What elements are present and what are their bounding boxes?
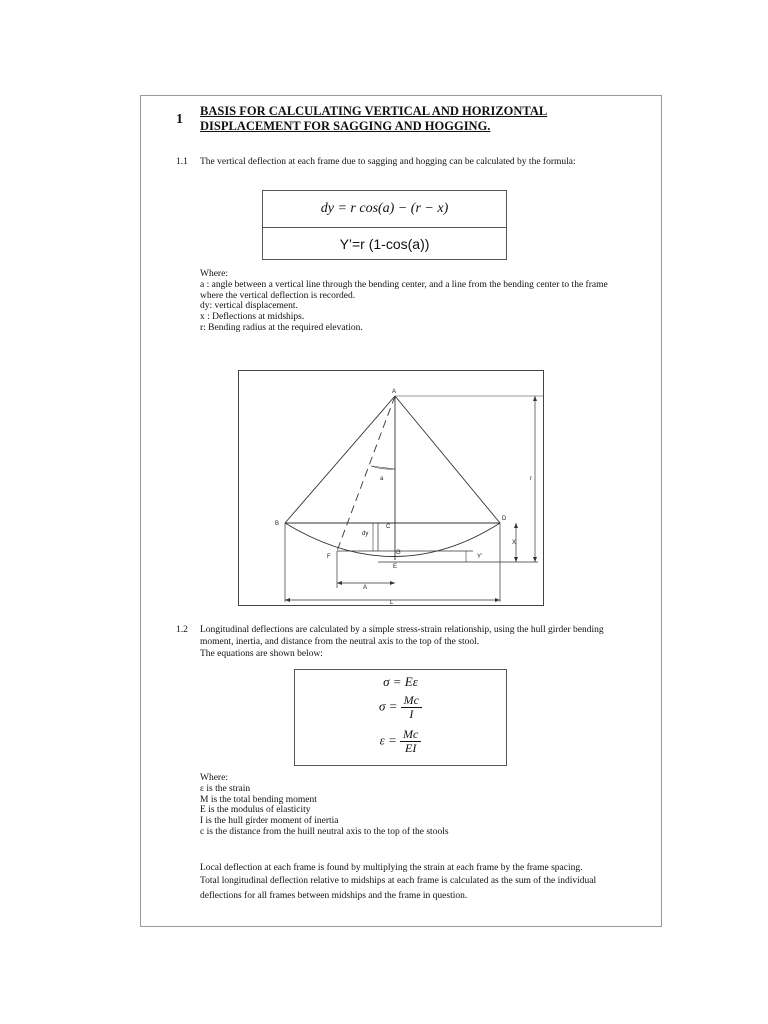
equation-strain <box>295 728 506 755</box>
bending-diagram <box>238 370 544 606</box>
closing-line: deflections for all frames between midships and the frame in question. <box>200 891 468 901</box>
where-line: where the vertical deflection is recorded. <box>200 290 356 301</box>
formula-y-prime: Y’=r (1-cos(a)) <box>339 235 430 252</box>
label-g: G <box>396 550 401 556</box>
subsection-line-1-2: moment, inertia, and distance from the neutral axis to the top of the stool. <box>200 637 480 647</box>
eq2-lhs: σ = <box>378 698 398 714</box>
formula-box-vertical <box>262 190 507 260</box>
where-line: c is the distance from the huill neutral axis to the top of the stools <box>200 826 449 837</box>
label-angle-a: a <box>380 476 384 482</box>
eq3-fraction <box>400 728 421 755</box>
label-y-prime: Y' <box>477 554 483 560</box>
eq3-lhs: ε = <box>379 732 397 748</box>
label-d: D <box>502 516 507 522</box>
label-a-bottom: A <box>363 585 368 591</box>
where-line: ε is the strain <box>200 783 251 794</box>
eq2-numerator: Mc <box>401 694 422 708</box>
label-c: C <box>386 524 391 530</box>
subsection-number-1-1: 1.1 <box>176 157 188 167</box>
where-line: M is the total bending moment <box>200 794 317 805</box>
bending-diagram-svg <box>238 370 544 606</box>
closing-line: Local deflection at each frame is found by multiplying the strain at each frame by the frame spacing. <box>200 863 583 873</box>
label-a-top: A <box>392 389 397 395</box>
equation-stress-bending <box>295 694 506 721</box>
where-line: I is the hull girder moment of inertia <box>200 816 339 827</box>
where-label: Where: <box>200 269 228 279</box>
subsection-number-1-2: 1.2 <box>176 625 188 635</box>
equation-stress: σ = Eε <box>383 674 418 689</box>
closing-line: Total longitudinal deflection relative to midships at each frame is calculated as the sum of the individual <box>200 876 597 886</box>
section-title: BASIS FOR CALCULATING VERTICAL AND HORIZONTAL DISPLACEMENT FOR SAGGING AND HOGGING. <box>200 104 548 133</box>
formula-dy: dy = r cos(a) − (r − x) <box>263 191 506 228</box>
label-r: r <box>530 476 532 482</box>
where-label: Where: <box>200 773 228 783</box>
where-line: x : Deflections at midships. <box>200 312 305 323</box>
label-b: B <box>275 521 280 527</box>
subsection-intro-1-1: The vertical deflection at each frame due to sagging and hogging can be calculated by the formula: <box>200 157 576 167</box>
eq2-fraction <box>401 694 422 721</box>
label-dy: dy <box>362 531 369 537</box>
where-line: a : angle between a vertical line through the bending center, and a line from the bending center to the frame <box>200 279 608 290</box>
where-line: dy: vertical displacement. <box>200 301 298 312</box>
formula-box-stress-strain <box>294 669 507 766</box>
label-x: X <box>512 540 517 546</box>
where-block-1-2 <box>200 773 449 838</box>
label-e: E <box>393 564 398 570</box>
where-line: E is the modulus of elasticity <box>200 805 311 816</box>
where-line: r: Bending radius at the required elevation. <box>200 322 363 333</box>
subsection-line-1-2: Longitudinal deflections are calculated by a simple stress-strain relationship, using the hull girder bending <box>200 625 604 635</box>
eq2-denominator: I <box>409 707 414 721</box>
where-block-1-1 <box>200 269 608 334</box>
eq3-denominator: EI <box>405 741 417 755</box>
label-l: L <box>390 600 394 606</box>
subsection-line-1-2: The equations are shown below: <box>200 649 323 659</box>
label-f: F <box>327 554 331 560</box>
eq3-numerator: Mc <box>400 728 421 742</box>
section-number: 1 <box>176 112 183 127</box>
